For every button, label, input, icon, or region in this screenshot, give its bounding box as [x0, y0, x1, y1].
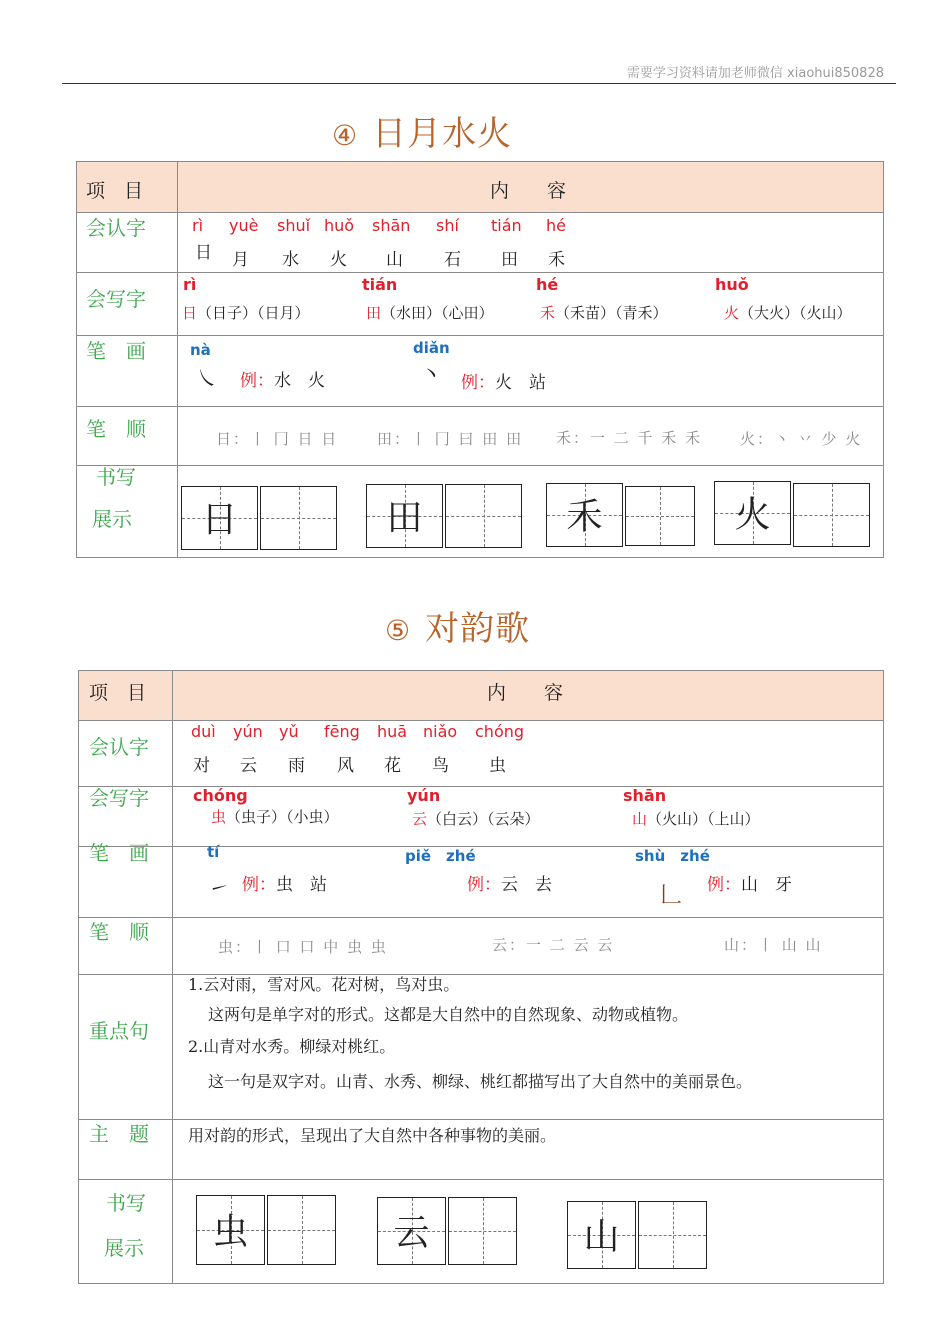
example-label: 例：	[467, 875, 501, 895]
key-explain-2: 这一句是双字对。山青、水秀、柳绿、桃红都描写出了大自然中的美丽景色。	[208, 1072, 753, 1091]
lesson4-write-entry	[182, 302, 310, 323]
lesson5-head-content: 内 容	[487, 682, 564, 704]
writing-grid	[377, 1197, 446, 1265]
lesson5-pinyin: yún	[233, 722, 263, 741]
lesson4-stroke-example	[240, 366, 325, 391]
grid-char: 山	[583, 1216, 620, 1258]
lesson5-header-bg	[78, 670, 883, 720]
lesson4-pinyin: rì	[192, 216, 204, 235]
lesson4-title-text: 日月水火	[372, 114, 513, 154]
writing-grid	[546, 483, 623, 547]
lesson5-stroke-pinyin: piě zhé	[405, 847, 476, 865]
write-char: 日	[182, 304, 198, 322]
write-words: （日子）（日月）	[197, 304, 310, 322]
lesson5-write-pinyin: shān	[623, 786, 667, 805]
lesson5-stroke-glyph: ㇀	[208, 877, 231, 902]
example-label: 例：	[707, 875, 741, 895]
writing-grid	[638, 1201, 707, 1269]
lesson5-label-write: 会写字	[89, 786, 149, 810]
header-note: 需要学习资料请加老师微信 xiaohui850828	[626, 66, 884, 81]
lesson4-pinyin: yuè	[229, 216, 259, 235]
example-chars: 水 火	[274, 371, 325, 391]
lesson5-pinyin: huā	[377, 722, 408, 741]
grid-char: 云	[393, 1212, 430, 1254]
writing-grid	[714, 481, 791, 545]
lesson5-label-stroke: 笔 画	[89, 841, 149, 865]
write-char: 火	[724, 304, 740, 322]
lesson5-stroke-example	[707, 870, 792, 895]
lesson4-pinyin: hé	[546, 216, 566, 235]
lesson4-write-entry	[540, 302, 668, 323]
write-char: 虫	[211, 808, 227, 826]
write-words: （禾苗）（青禾）	[555, 304, 668, 322]
example-chars: 山 牙	[741, 875, 792, 895]
write-char: 禾	[540, 304, 556, 322]
lesson5-label-recognize: 会认字	[89, 735, 149, 759]
lesson5-char: 云	[240, 756, 257, 776]
lesson5-title	[385, 601, 530, 650]
write-words: （大火）（火山）	[739, 304, 852, 322]
write-char: 山	[632, 810, 648, 828]
lesson4-pinyin: shuǐ	[277, 216, 311, 235]
lesson5-char: 花	[384, 756, 401, 776]
lesson4-label-write: 会写字	[86, 287, 146, 311]
lesson4-stroke-glyph: 丶	[420, 363, 443, 388]
lesson4-char: 禾	[548, 250, 565, 270]
lesson4-write-pinyin: rì	[183, 275, 197, 294]
lesson5-char: 鸟	[432, 756, 449, 776]
example-label: 例：	[461, 373, 495, 393]
lesson5-label-order: 笔 顺	[89, 920, 149, 944]
lesson5-write-entry	[211, 806, 339, 827]
grid-char: 田	[386, 497, 423, 539]
lesson4-head-item: 项 目	[86, 180, 144, 202]
lesson5-label-key: 重点句	[89, 1019, 149, 1043]
lesson5-number: ⑤	[385, 614, 412, 647]
lesson4-write-pinyin: tián	[362, 275, 398, 294]
key-sentence-1: 1.云对雨，雪对风。花对树，鸟对虫。	[188, 975, 460, 994]
lesson5-stroke-order: 虫：丨 口 口 中 虫 虫	[218, 938, 388, 956]
write-char: 田	[366, 304, 382, 322]
lesson5-stroke-pinyin: shù zhé	[635, 847, 710, 865]
lesson5-char: 风	[337, 756, 354, 776]
lesson4-stroke-example	[461, 368, 546, 393]
lesson5-label-show-a: 书写	[106, 1191, 146, 1215]
example-chars: 虫 站	[276, 875, 327, 895]
lesson4-number: ④	[332, 119, 359, 152]
lesson5-pinyin: fēng	[324, 722, 360, 741]
theme-text: 用对韵的形式，呈现出了大自然中各种事物的美丽。	[188, 1126, 557, 1145]
lesson4-stroke-pinyin: diǎn	[413, 339, 450, 357]
lesson4-stroke-glyph: ㇏	[196, 367, 219, 392]
lesson4-char: 石	[444, 250, 461, 270]
lesson5-stroke-example	[467, 870, 552, 895]
lesson5-label-theme: 主 题	[89, 1122, 149, 1146]
lesson5-stroke-glyph: 𠃊	[660, 883, 683, 908]
writing-grid	[366, 484, 443, 548]
example-label: 例：	[242, 875, 276, 895]
write-char: 云	[412, 810, 428, 828]
lesson4-pinyin: shān	[372, 216, 411, 235]
lesson4-char: 水	[282, 250, 299, 270]
lesson4-stroke-pinyin: nà	[190, 341, 211, 359]
lesson5-stroke-pinyin: tí	[207, 843, 220, 861]
lesson4-head-content: 内 容	[490, 180, 567, 202]
grid-char: 日	[201, 499, 238, 541]
example-chars: 火 站	[495, 373, 546, 393]
writing-grid	[448, 1197, 517, 1265]
lesson5-char: 对	[193, 756, 210, 776]
lesson5-stroke-order: 云：一 二 云 云	[492, 936, 615, 954]
lesson4-pinyin: tián	[491, 216, 522, 235]
lesson4-write-pinyin: hé	[536, 275, 559, 294]
write-words: （水田）（心田）	[381, 304, 494, 322]
lesson4-char: 火	[330, 250, 347, 270]
write-words: （火山）（上山）	[647, 810, 760, 828]
grid-char: 虫	[212, 1211, 249, 1253]
lesson4-write-entry	[724, 302, 852, 323]
lesson4-pinyin: shí	[436, 216, 459, 235]
lesson4-header-bg	[76, 161, 883, 212]
lesson4-label-show-b: 展示	[92, 507, 132, 531]
write-words: （白云）（云朵）	[427, 810, 540, 828]
lesson5-write-pinyin: chóng	[193, 786, 248, 805]
lesson5-write-entry	[632, 808, 760, 829]
writing-grid	[793, 483, 870, 547]
lesson5-write-pinyin: yún	[407, 786, 441, 805]
lesson4-stroke-order: 田：丨 冂 曰 田 田	[377, 430, 524, 448]
header-divider	[62, 83, 896, 84]
writing-grid	[267, 1195, 336, 1265]
lesson5-char: 雨	[288, 756, 305, 776]
example-chars: 云 去	[501, 875, 552, 895]
lesson4-stroke-order: 火：丶 丷 少 火	[740, 430, 863, 448]
lesson4-label-order: 笔 顺	[86, 417, 146, 441]
lesson4-stroke-order: 禾：一 二 千 禾 禾	[556, 429, 703, 447]
key-explain-1: 这两句是单字对的形式。这都是大自然中的自然现象、动物或植物。	[208, 1005, 689, 1024]
lesson4-char: 田	[501, 250, 518, 270]
lesson4-title	[332, 106, 512, 155]
writing-grid	[567, 1201, 636, 1269]
writing-grid	[625, 486, 695, 546]
write-words: （虫子）（小虫）	[226, 808, 339, 826]
lesson5-pinyin: duì	[191, 722, 216, 741]
writing-grid	[181, 486, 258, 550]
lesson5-head-item: 项 目	[89, 682, 147, 704]
lesson5-write-entry	[412, 808, 540, 829]
lesson4-char: 山	[386, 250, 403, 270]
lesson5-pinyin: yǔ	[279, 722, 299, 741]
lesson4-label-stroke: 笔 画	[86, 339, 146, 363]
lesson5-label-show-b: 展示	[104, 1236, 144, 1260]
lesson4-write-pinyin: huǒ	[715, 275, 749, 294]
lesson4-pinyin: huǒ	[324, 216, 355, 235]
lesson4-label-recognize: 会认字	[86, 216, 146, 240]
lesson4-stroke-order: 日：丨 冂 日 日	[216, 430, 339, 448]
key-sentence-2: 2.山青对水秀。柳绿对桃红。	[188, 1037, 396, 1056]
example-label: 例：	[240, 371, 274, 391]
lesson5-title-text: 对韵歌	[425, 609, 531, 649]
lesson5-pinyin: niǎo	[423, 722, 458, 741]
lesson5-char: 虫	[489, 756, 506, 776]
lesson4-label-show-a: 书写	[96, 465, 136, 489]
lesson5-stroke-example	[242, 870, 327, 895]
grid-char: 禾	[566, 496, 603, 538]
grid-char: 火	[734, 494, 771, 536]
lesson4-char: 日	[195, 243, 212, 263]
lesson4-write-entry	[366, 302, 494, 323]
writing-grid	[260, 486, 337, 550]
writing-grid	[445, 484, 522, 548]
writing-grid	[196, 1195, 265, 1265]
lesson4-char: 月	[232, 250, 249, 270]
lesson5-stroke-order: 山：丨 山 山	[724, 936, 823, 954]
lesson5-pinyin: chóng	[475, 722, 525, 741]
